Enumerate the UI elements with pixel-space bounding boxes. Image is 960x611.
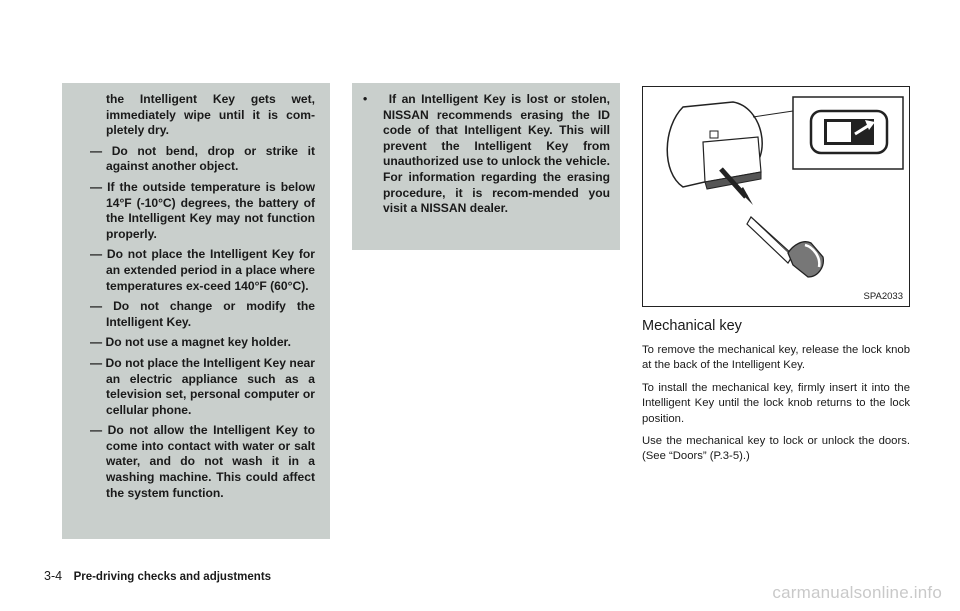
lock-knob-slider [827,122,851,142]
caution-item [90,299,315,330]
caution-text: Do not allow the Intelligent Key to come into contact with water or salt water, and do not wash it in a washing machine. This could affect the system function. [106,423,315,500]
paragraph: To remove the mechanical key, release the lock knob at the back of the Intelligent Key. [642,344,910,372]
paragraph: To install the mechanical key, firmly insert it into the Intelligent Key until the lock knob returns to the lock position. [642,381,910,425]
lock-knob-small [710,131,718,138]
key-blade [747,217,793,263]
caution-item [90,180,315,242]
caution-item [90,144,315,175]
caution-item [90,356,315,418]
bullet-marker: • [363,92,368,106]
caution-item [90,247,315,294]
paragraph: Use the mechanical key to lock or unlock the doors. (See “Doors” (P.3-5).) [642,435,910,463]
watermark-text: carmanualsonline.info [772,583,942,602]
mechanical-key-section [642,318,910,472]
section-title: Mechanical key [642,318,742,334]
dash-marker: — [90,423,103,438]
caution-text: If the outside temperature is below 14°F (-10°C) degrees, the battery of the Intelligent Key may not function properly. [106,179,315,241]
caution-text: If an Intelligent Key is lost or stolen, NISSAN recommends erasing the ID code of that Intelligent Key. This will prevent the Intelligent Key from unauthorized use to unlock the vehicle. For information regarding the erasing procedure, it is recom-mended you visit a NISSAN dealer. [383,92,610,216]
dash-marker: — [90,247,103,262]
caution-text: the Intelligent Key gets wet, immediately wipe until it is com-pletely dry. [106,92,315,138]
dash-marker: — [90,179,103,194]
key-fob-drawing [643,87,910,307]
dash-marker: — [90,299,103,314]
caution-text: Do not place the Intelligent Key for an extended period in a place where temperatures ex-ceed 140°F (60°C). [106,247,315,293]
caution-text: Do not bend, drop or strike it against another object. [106,143,315,174]
caution-text: Do not change or modify the Intelligent Key. [106,299,315,329]
caution-text: Do not use a magnet key holder. [105,335,291,350]
page-footer [44,569,271,583]
caution-item-continued [90,92,315,139]
caution-item [363,92,610,217]
callout-line [753,111,793,117]
key-blade-groove [755,221,793,257]
figure-label: SPA2033 [863,291,903,302]
mechanical-key-illustration [642,86,910,307]
cautions-column-1 [62,83,330,539]
caution-item [90,335,315,351]
dash-marker: — [90,143,103,158]
chapter-title: Pre-driving checks and adjustments [73,571,272,583]
dash-marker: — [90,335,103,350]
arrow-head-icon [739,187,753,205]
dash-marker: — [90,355,103,370]
caution-text: Do not place the Intelligent Key near an electric appliance such as a television set, personal computer or cellular phone. [105,355,315,417]
cautions-column-2 [352,83,620,250]
caution-item [90,423,315,501]
page-number: 3-4 [44,569,63,583]
